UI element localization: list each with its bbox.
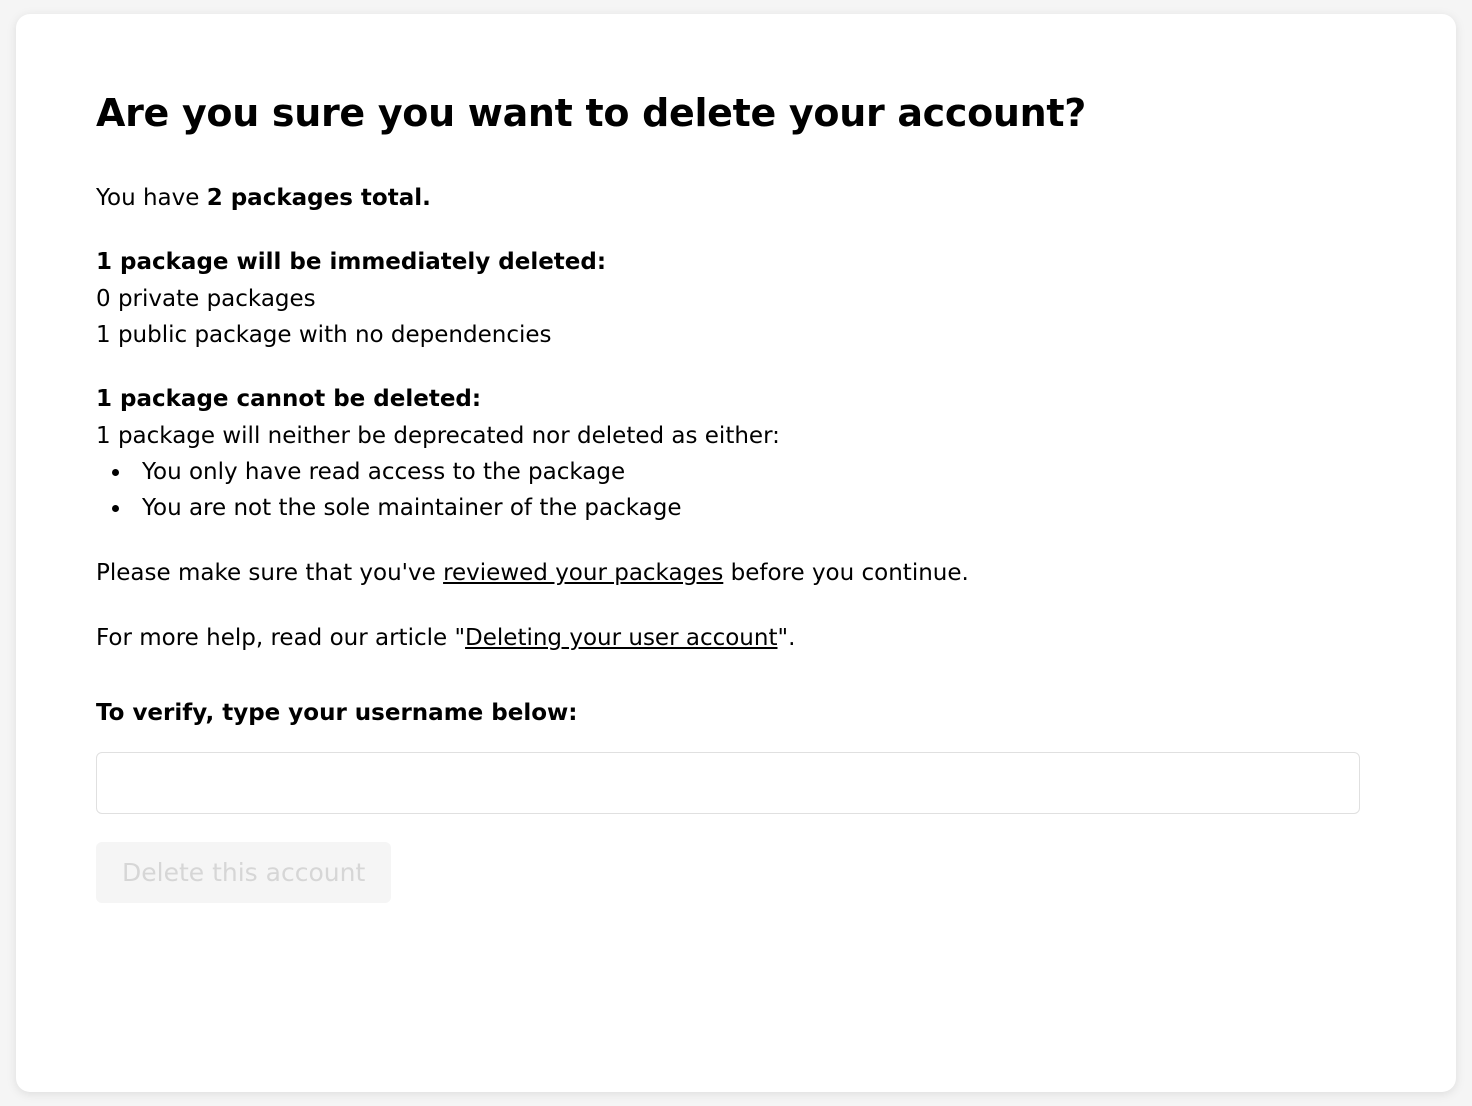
page-title: Are you sure you want to delete your account? xyxy=(96,91,1087,135)
list-item: • You only have read access to the package xyxy=(132,454,1376,490)
package-total-line xyxy=(96,180,1376,217)
reviewed-your-packages-link[interactable]: reviewed your packages xyxy=(443,559,724,586)
review-packages-line xyxy=(96,555,1376,592)
review-suffix-text: before you continue. xyxy=(723,559,969,586)
help-article-line xyxy=(96,620,1376,657)
cannot-be-deleted-heading: 1 package cannot be deleted: xyxy=(96,386,482,413)
private-packages-line: 0 private packages xyxy=(96,285,316,312)
cannot-be-deleted-section xyxy=(96,381,1376,526)
immediately-deleted-section xyxy=(96,244,1376,353)
username-input[interactable] xyxy=(96,752,1360,814)
help-suffix-text: ". xyxy=(777,624,796,651)
dialog-content xyxy=(96,92,1376,903)
review-prefix-text: Please make sure that you've xyxy=(96,559,444,586)
public-packages-line: 1 public package with no dependencies xyxy=(96,322,552,349)
delete-this-account-button[interactable]: Delete this account xyxy=(96,842,391,903)
list-item: • You are not the sole maintainer of the package xyxy=(132,490,1376,526)
deleting-your-user-account-link[interactable]: Deleting your user account xyxy=(465,624,778,651)
delete-account-card xyxy=(16,14,1456,1092)
cannot-be-deleted-reasons xyxy=(96,454,1376,527)
package-total-prefix: You have xyxy=(96,184,207,211)
cannot-be-deleted-intro: 1 package will neither be deprecated nor deleted as either: xyxy=(96,422,780,449)
verify-username-label: To verify, type your username below: xyxy=(96,700,578,727)
help-prefix-text: For more help, read our article " xyxy=(96,624,466,651)
immediately-deleted-heading: 1 package will be immediately deleted: xyxy=(96,249,607,276)
package-total-count: 2 packages total. xyxy=(206,184,431,211)
